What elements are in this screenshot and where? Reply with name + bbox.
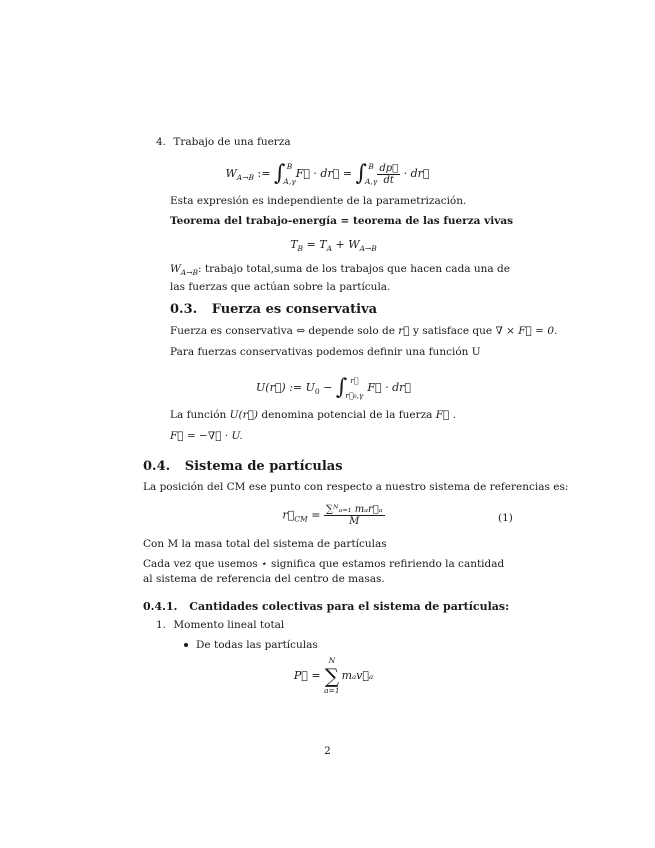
eq-term: P⃗ = bbox=[293, 669, 325, 682]
potential-equation bbox=[6, 376, 655, 400]
equation-number: (1) bbox=[498, 512, 513, 524]
eq-operator: = bbox=[303, 238, 320, 251]
integral-limits bbox=[345, 376, 363, 400]
section-title: Cantidades colectivas para el sistema de partículas: bbox=[189, 600, 510, 613]
lower-limit: r⃗₀,γ bbox=[345, 391, 364, 400]
eq-symbol: T bbox=[290, 238, 298, 251]
numerator: ∑ᴺₐ₌₁ mₐr⃗ₐ bbox=[325, 504, 383, 515]
list-item-4 bbox=[156, 135, 291, 150]
center-of-mass-equation bbox=[6, 504, 655, 527]
theorem-heading: Teorema del trabajo-energía = teorema de las fuerza vivas bbox=[170, 215, 514, 227]
paragraph-text: denomina potencial de la fuerza bbox=[258, 409, 436, 421]
integral-sign: ∫ bbox=[273, 161, 286, 186]
list-number: 4. bbox=[156, 136, 167, 148]
eq-operator: := bbox=[254, 167, 274, 180]
bullet-icon bbox=[184, 643, 188, 647]
integral-sign: ∫ bbox=[355, 161, 368, 186]
denominator: M bbox=[349, 516, 360, 527]
upper-limit: r⃗ bbox=[350, 376, 359, 385]
eq-symbol: T bbox=[319, 238, 327, 251]
paragraph: Con M la masa total del sistema de partículas bbox=[143, 538, 387, 550]
upper-limit: B bbox=[368, 162, 374, 171]
upper-limit: N bbox=[328, 656, 336, 665]
section-heading-0-4 bbox=[143, 459, 343, 474]
eq-operator: = bbox=[307, 508, 324, 522]
fraction bbox=[324, 504, 385, 527]
eq-term: ∇ × F⃗ = 0. bbox=[495, 325, 558, 337]
paragraph-text: : trabajo total,suma de los trabajos que hacen cada una de las fuerzas que actúan sobre la partícula. bbox=[170, 263, 510, 294]
page-number: 2 bbox=[324, 745, 331, 757]
eq-subscript: A→B bbox=[180, 268, 199, 278]
eq-term: · dr⃗ bbox=[400, 167, 430, 180]
eq-term: F⃗ · dr⃗ bbox=[367, 381, 411, 394]
work-equation bbox=[0, 162, 655, 186]
list-item-1 bbox=[156, 618, 284, 633]
eq-subscript: A→B bbox=[236, 173, 255, 183]
eq-symbol: W bbox=[170, 263, 181, 275]
section-number: 0.4. bbox=[143, 459, 171, 474]
integral-limits bbox=[365, 162, 377, 186]
section-number: 0.4.1. bbox=[143, 600, 178, 613]
paragraph-text: Fuerza es conservativa ⇔ depende solo de bbox=[170, 325, 399, 337]
eq-operator: − bbox=[319, 381, 336, 394]
eq-symbol: W bbox=[348, 238, 360, 251]
upper-limit: B bbox=[286, 162, 293, 171]
bullet-item bbox=[184, 638, 318, 653]
eq-term: mₐv⃗ₐ bbox=[341, 669, 374, 682]
eq-symbol: r⃗ bbox=[282, 508, 295, 522]
section-number: 0.3. bbox=[170, 302, 198, 317]
energy-equation bbox=[6, 237, 655, 256]
sum-symbol: ∑ bbox=[324, 664, 339, 688]
paragraph: Cada vez que usemos ⋆ significa que estamos refiriendo la cantidad al sistema de referencia del centro de masas. bbox=[143, 558, 505, 585]
eq-symbol: W bbox=[225, 167, 237, 180]
paragraph-text: La función bbox=[170, 409, 230, 421]
list-item-title: Trabajo de una fuerza bbox=[173, 136, 291, 148]
integral-sign: ∫ bbox=[335, 375, 348, 400]
paragraph: Para fuerzas conservativas podemos definir una función U bbox=[170, 346, 481, 358]
eq-term: U(r⃗) := U bbox=[256, 381, 315, 394]
eq-symbol: F⃗ bbox=[435, 409, 450, 421]
momentum-equation bbox=[6, 656, 655, 696]
paragraph-total-work bbox=[170, 262, 510, 295]
section-title: Fuerza es conservativa bbox=[211, 302, 378, 317]
eq-operator: + bbox=[332, 238, 349, 251]
paragraph: La posición del CM ese punto con respecto a nuestro sistema de referencias es: bbox=[143, 481, 569, 493]
list-number: 1. bbox=[156, 619, 167, 631]
eq-subscript: 0 bbox=[314, 387, 320, 397]
lower-limit: A,γ bbox=[283, 177, 296, 186]
eq-subscript: B bbox=[297, 244, 304, 254]
list-item-title: Momento lineal total bbox=[173, 619, 285, 631]
fraction bbox=[377, 163, 400, 186]
paragraph-text: y satisface que bbox=[409, 325, 496, 337]
denominator: dt bbox=[383, 174, 394, 186]
eq-subscript: CM bbox=[294, 514, 308, 524]
paragraph-text: . bbox=[449, 409, 457, 421]
paragraph-potential bbox=[170, 408, 456, 423]
bullet-text: De todas las partículas bbox=[196, 639, 318, 651]
lower-limit: a=1 bbox=[324, 686, 340, 695]
subsection-heading-0-4-1 bbox=[143, 599, 509, 614]
paragraph-conservative bbox=[170, 324, 557, 339]
eq-term: U(r⃗) bbox=[229, 409, 259, 421]
sum-sign bbox=[324, 656, 340, 696]
lower-limit: A,γ bbox=[365, 177, 378, 186]
eq-subscript: A→B bbox=[359, 244, 377, 254]
eq-symbol: r⃗ bbox=[398, 325, 410, 337]
eq-term: F⃗ · dr⃗ bbox=[295, 167, 340, 180]
eq-subscript: A bbox=[326, 244, 333, 254]
section-heading-0-3 bbox=[170, 302, 377, 317]
section-title: Sistema de partículas bbox=[184, 459, 343, 474]
gradient-formula: F⃗ = −∇⃗ · U. bbox=[170, 430, 243, 442]
integral-limits bbox=[283, 162, 295, 186]
numerator: dp⃗ bbox=[379, 162, 399, 174]
paragraph: Esta expresión es independiente de la parametrización. bbox=[170, 195, 467, 207]
eq-operator: = bbox=[339, 167, 356, 180]
